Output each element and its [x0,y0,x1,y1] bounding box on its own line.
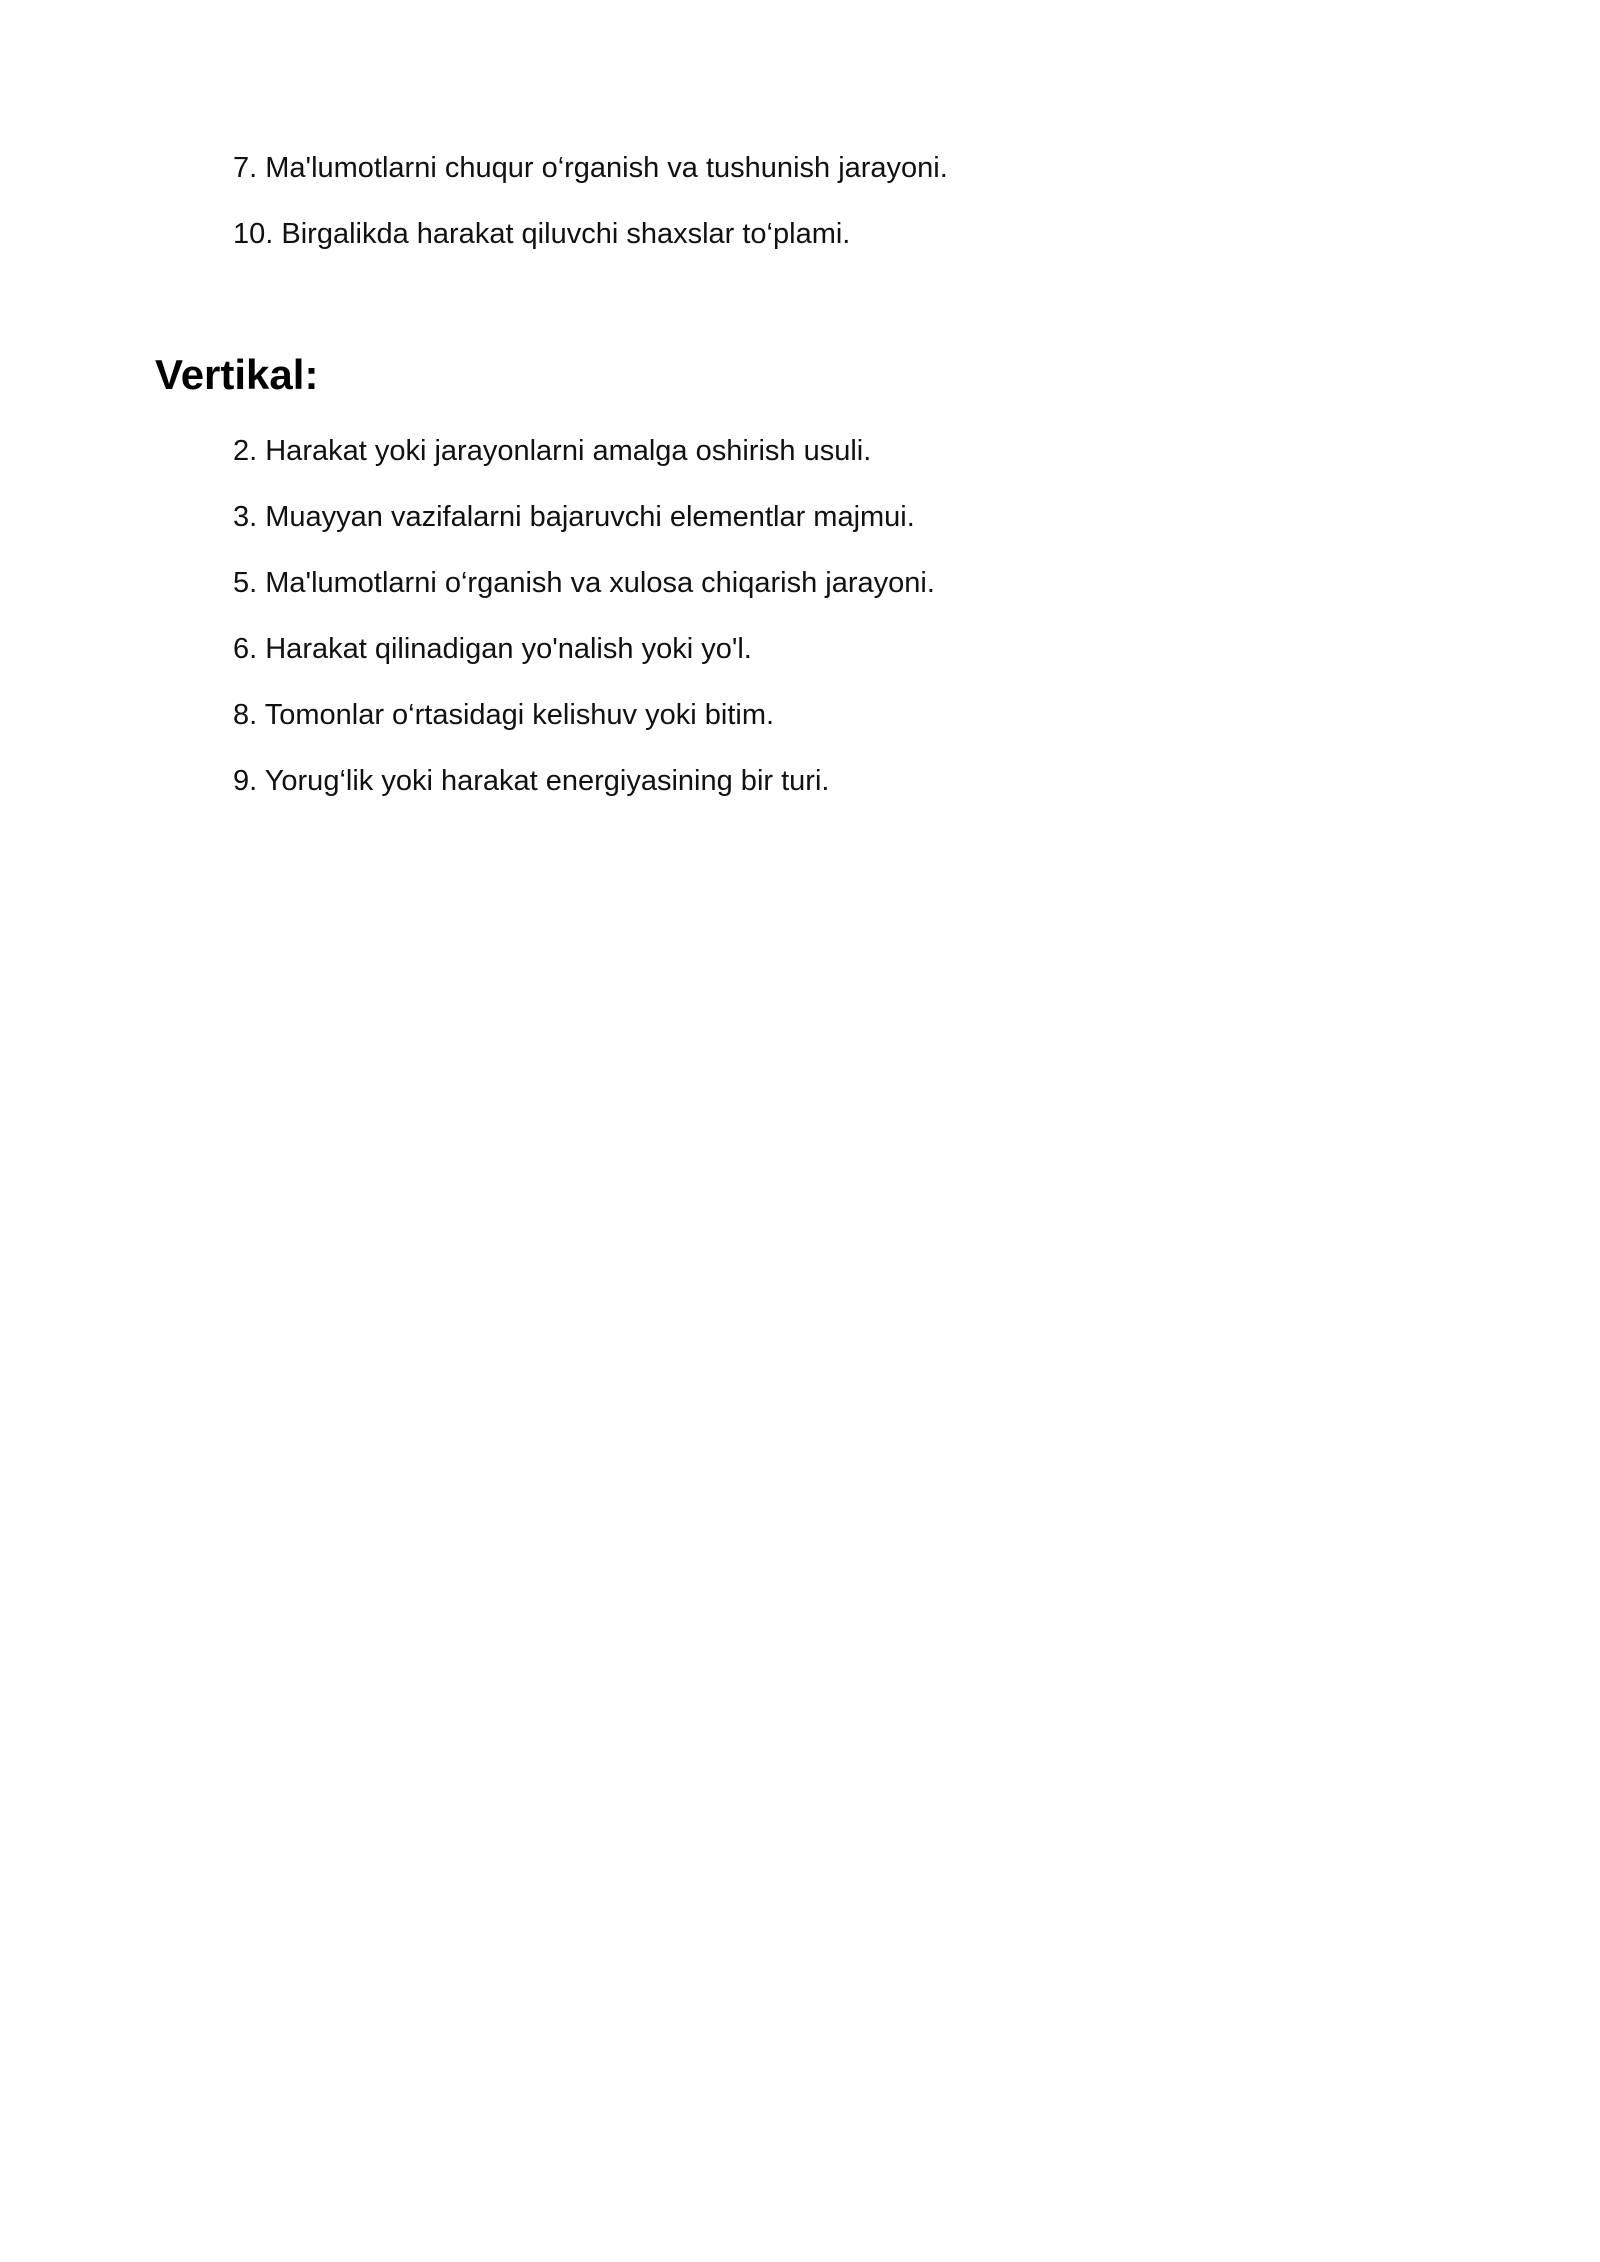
section-heading-vertical: Vertikal: [155,351,319,398]
clue-item: 3. Muayyan vazifalarni bajaruvchi elementlar majmui. [233,501,915,533]
clue-item: 5. Ma'lumotlarni o‘rganish va xulosa chiqarish jarayoni. [233,567,935,599]
clue-item: 8. Tomonlar o‘rtasidagi kelishuv yoki bitim. [233,699,775,731]
clue-item: 10. Birgalikda harakat qiluvchi shaxslar to‘plami. [233,218,851,250]
clue-item: 2. Harakat yoki jarayonlarni amalga oshirish usuli. [233,435,872,467]
clue-item: 9. Yorug‘lik yoki harakat energiyasining bir turi. [233,765,830,797]
clue-item: 6. Harakat qilinadigan yo'nalish yoki yo'l. [233,633,752,665]
clue-item: 7. Ma'lumotlarni chuqur o‘rganish va tushunish jarayoni. [233,152,948,184]
across-clue-list [233,151,948,283]
vertical-clue-list [233,434,935,830]
